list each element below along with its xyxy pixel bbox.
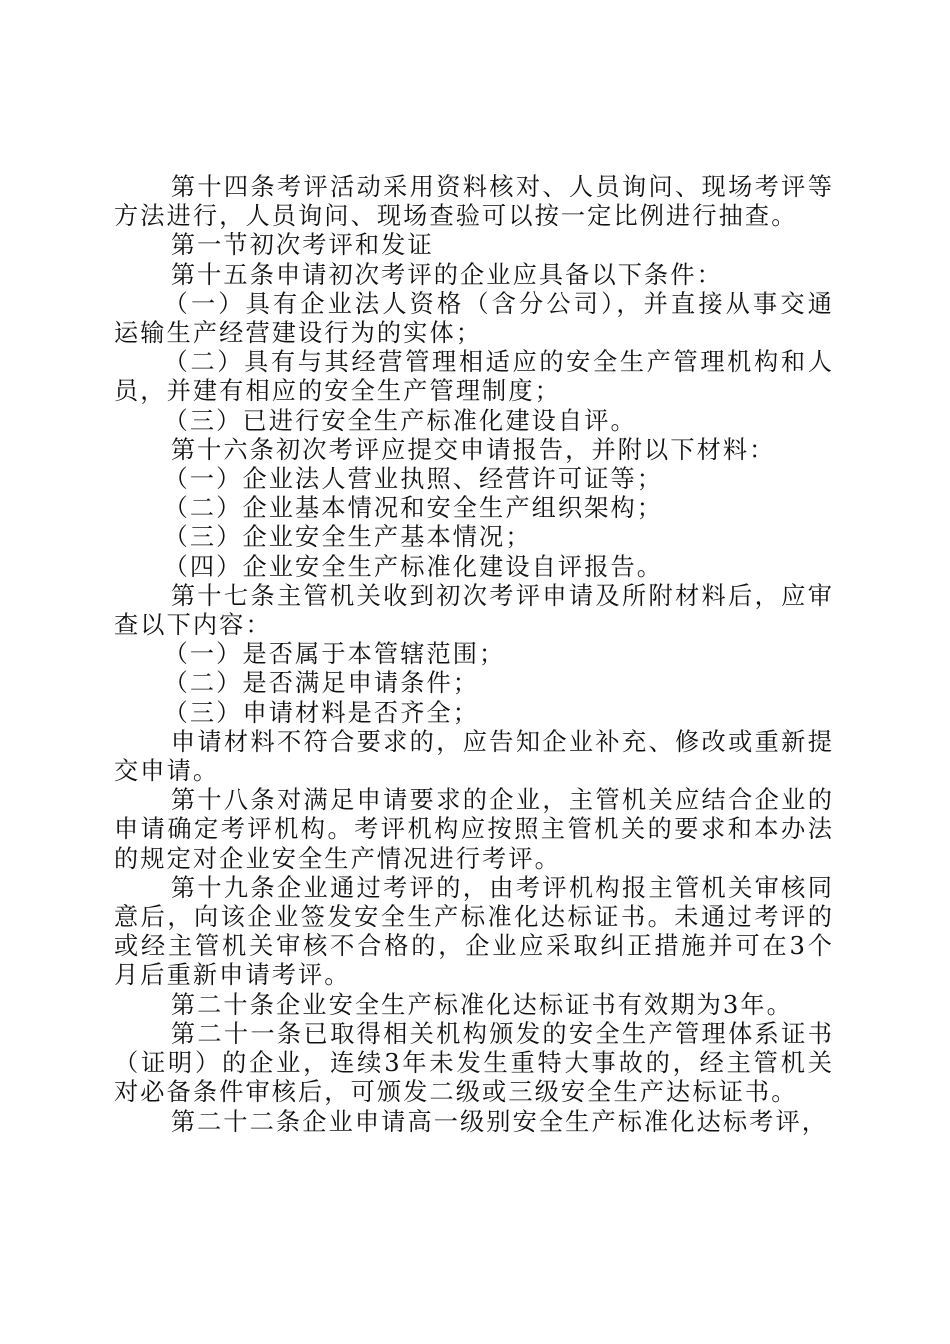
article-17-item-3: （三）申请材料是否齐全； <box>163 698 480 727</box>
article-19-paragraph: 第十九条企业通过考评的，由考评机构报主管机关审核同意后，向该企业签发安全生产标准化达标证书。未通过考评的或经主管机关审核不合格的，企业应采取纠正措施并可在3个月后重新申请考评。 <box>114 873 834 990</box>
article-20-paragraph: 第二十条企业安全生产标准化达标证书有效期为3年。 <box>170 990 793 1019</box>
article-16-item-2: （二）企业基本情况和安全生产组织架构； <box>163 494 664 523</box>
article-16-item-1: （一）企业法人营业执照、经营许可证等； <box>163 465 664 494</box>
article-22-paragraph: 第二十二条企业申请高一级别安全生产标准化达标考评， <box>170 1107 829 1136</box>
article-17-paragraph: 第十七条主管机关收到初次考评申请及所附材料后，应审查以下内容： <box>114 581 834 640</box>
article-15-item-1: （一）具有企业法人资格（含分公司），并直接从事交通运输生产经营建设行为的实体； <box>114 289 834 348</box>
article-16-paragraph: 第十六条初次考评应提交申请报告，并附以下材料： <box>170 435 776 464</box>
article-16-item-4: （四）企业安全生产标准化建设自评报告。 <box>163 552 664 581</box>
document-body <box>114 173 834 1137</box>
article-21-paragraph: 第二十一条已取得相关机构颁发的安全生产管理体系证书（证明）的企业，连续3年未发生重特大事故的，经主管机关对必备条件审核后，可颁发二级或三级安全生产达标证书。 <box>114 1019 834 1107</box>
article-17-item-1: （一）是否属于本管辖范围； <box>163 640 506 669</box>
section-heading: 第一节初次考评和发证 <box>170 231 434 260</box>
article-17-item-2: （二）是否满足申请条件； <box>163 669 480 698</box>
article-15-paragraph: 第十五条申请初次考评的企业应具备以下条件： <box>170 260 723 289</box>
article-17-note: 申请材料不符合要求的，应告知企业补充、修改或重新提交申请。 <box>114 727 834 786</box>
article-18-paragraph: 第十八条对满足申请要求的企业，主管机关应结合企业的申请确定考评机构。考评机构应按照主管机关的要求和本办法的规定对企业安全生产情况进行考评。 <box>114 786 834 873</box>
article-14-paragraph: 第十四条考评活动采用资料核对、人员询问、现场考评等方法进行，人员询问、现场查验可以按一定比例进行抽查。 <box>114 173 834 231</box>
article-15-item-3: （三）已进行安全生产标准化建设自评。 <box>163 406 637 435</box>
article-16-item-3: （三）企业安全生产基本情况； <box>163 523 532 552</box>
article-15-item-2: （二）具有与其经营管理相适应的安全生产管理机构和人员，并建有相应的安全生产管理制度； <box>114 348 834 406</box>
